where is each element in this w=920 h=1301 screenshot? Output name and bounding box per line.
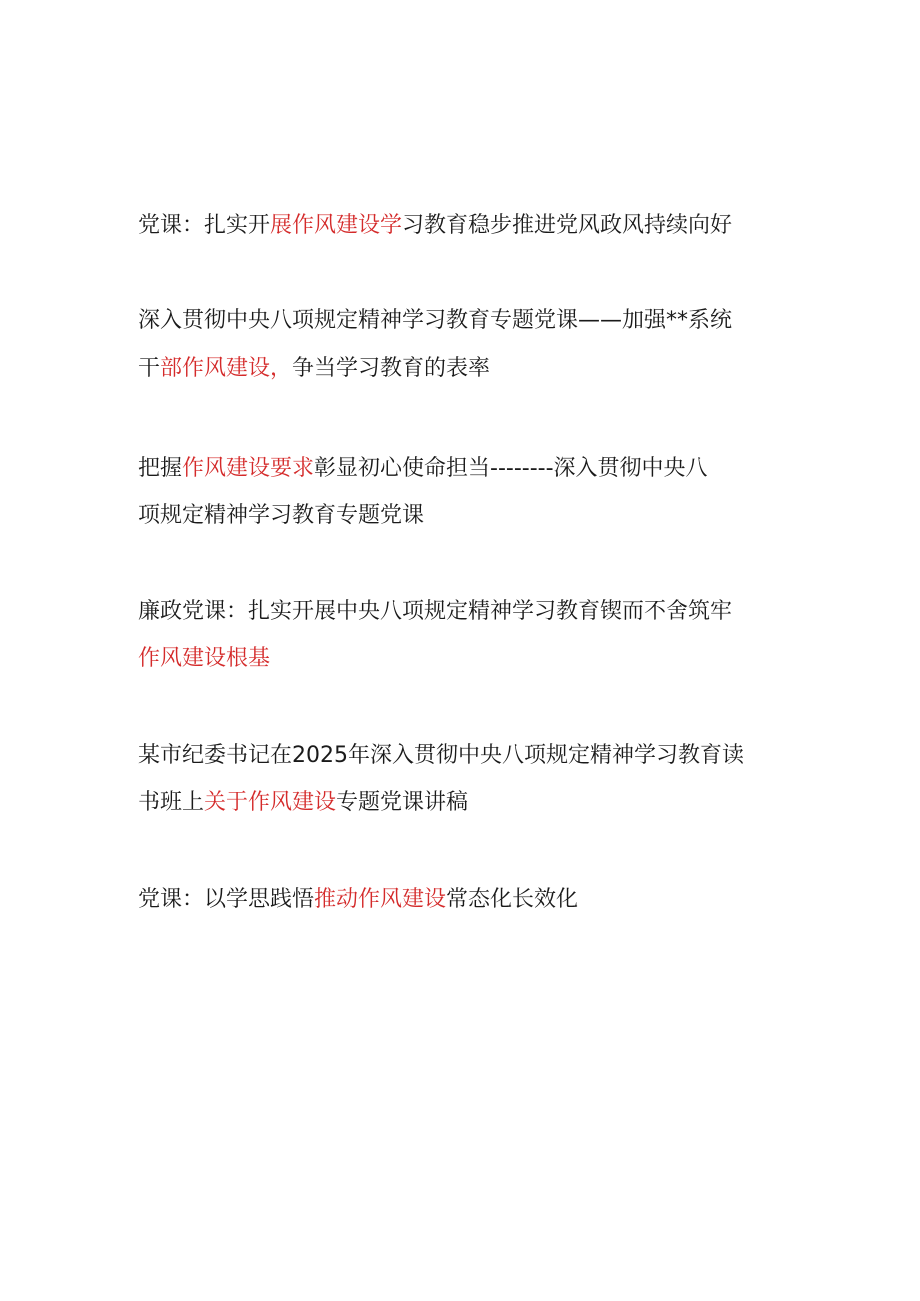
title-2-line-1 [138, 306, 732, 336]
title-6-line-1-seg-1: 党课：以学思践悟 [138, 887, 315, 912]
title-3-line-1 [138, 454, 708, 484]
title-5-line-2-seg-1: 书班上 [138, 790, 205, 815]
title-2-line-2-seg-1: 干 [138, 356, 161, 381]
title-3-line-1-seg-3: 彰显初心使命担当--------深入贯彻中央八 [314, 456, 708, 481]
title-4-line-1 [138, 597, 732, 627]
title-6-line-1 [138, 885, 578, 915]
title-5-line-1-seg-1: 某市纪委书记在2025年深入贯彻中央八项规定精神学习教育读 [138, 743, 744, 768]
title-3-line-1-seg-2: 作风建设要求 [182, 456, 315, 481]
title-4-line-2 [138, 644, 270, 674]
title-6-line-1-seg-3: 常态化长效化 [446, 887, 579, 912]
title-3-line-2-seg-1: 项规定精神学习教育专题党课 [138, 503, 425, 528]
title-1-line-1-seg-3: 习教育稳步推进党风政风持续向好 [402, 213, 733, 238]
title-4-line-1-seg-1: 廉政党课：扎实开展中央八项规定精神学习教育锲而不舍筑牢 [138, 599, 733, 624]
title-1-line-1-seg-2: 展作风建设学 [270, 213, 403, 238]
title-2-line-2 [138, 354, 490, 384]
title-6-line-1-seg-2: 推动作风建设 [314, 887, 447, 912]
title-3-line-1-seg-1: 把握 [138, 456, 183, 481]
title-3-line-2 [138, 501, 424, 531]
title-1-line-1 [138, 211, 732, 241]
title-5-line-2-seg-3: 专题党课讲稿 [336, 790, 469, 815]
title-1-line-1-seg-1: 党课：扎实开 [138, 213, 271, 238]
title-2-line-2-seg-3: 争当学习教育的表率 [292, 356, 491, 381]
title-2-line-1-seg-1: 深入贯彻中央八项规定精神学习教育专题党课——加强**系统 [138, 308, 733, 333]
title-5-line-2-seg-2: 关于作风建设 [204, 790, 337, 815]
title-2-line-2-seg-2: 部作风建设， [160, 356, 293, 381]
title-5-line-2 [138, 788, 468, 818]
title-4-line-2-seg-1: 作风建设根基 [138, 646, 271, 671]
title-5-line-1 [138, 741, 744, 771]
